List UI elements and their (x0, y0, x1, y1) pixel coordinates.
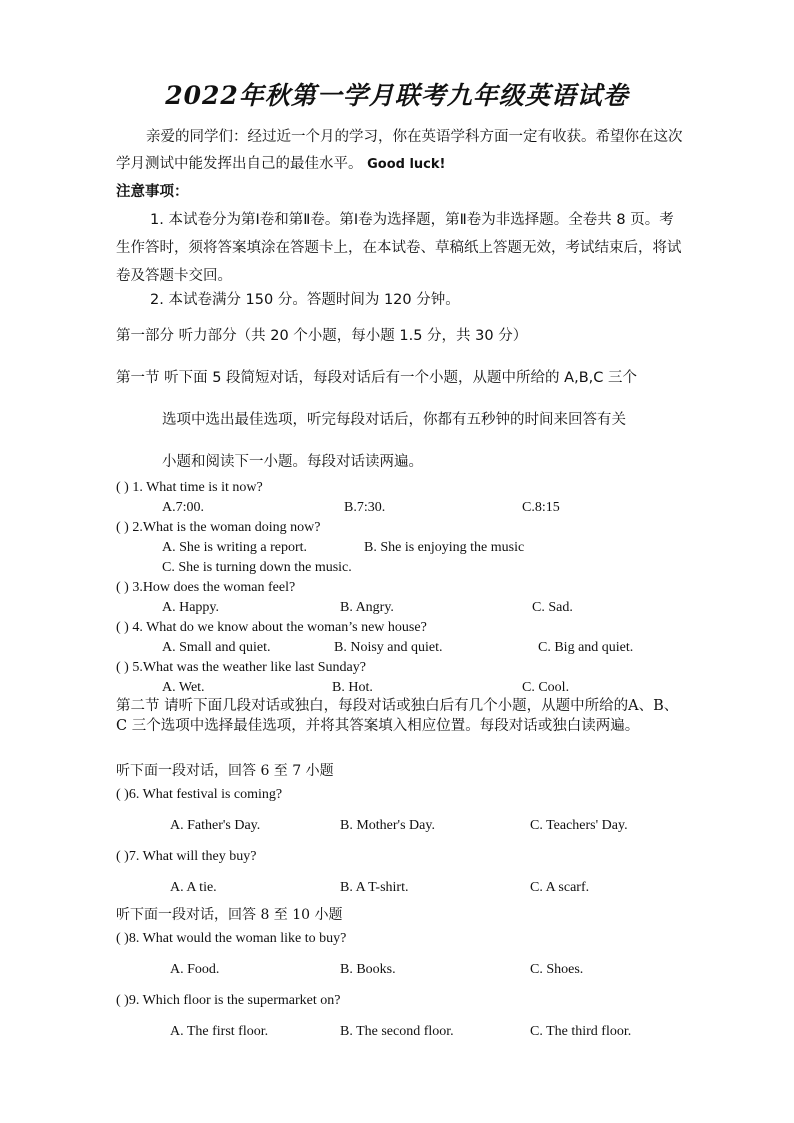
q4-option-b: B. Noisy and quiet. (334, 640, 443, 655)
q2-option-c: C. She is turning down the music. (162, 560, 352, 575)
question-1: ( ) 1. What time is it now? (116, 480, 263, 495)
q8-option-c: C. Shoes. (530, 962, 584, 977)
q7-option-b: B. A T-shirt. (340, 880, 409, 895)
q4-option-a: A. Small and quiet. (162, 640, 271, 655)
q3-option-b: B. Angry. (340, 600, 394, 615)
question-2: ( ) 2.What is the woman doing now? (116, 520, 321, 535)
question-3: ( ) 3.How does the woman feel? (116, 580, 296, 595)
q1-option-b: B.7:30. (344, 500, 386, 515)
q2-option-a: A. She is writing a report. (162, 540, 308, 555)
question-8: ( )8. What would the woman like to buy? (116, 931, 347, 946)
question-5: ( ) 5.What was the weather like last Sunday? (116, 660, 366, 675)
section2-instructions: 第二节 请听下面几段对话或独白，每段对话或独白后有几个小题，从题中所给的A、B、C 三个选项中选择最佳选项，并将其答案填入相应位置。每段对话或独白读两遍。 (116, 698, 679, 734)
notice-heading: 注意事项： (116, 184, 189, 200)
question-6: ( )6. What festival is coming? (116, 787, 283, 802)
rule-2: 2. 本试卷满分 150 分。答题时间为 120 分钟。 (150, 292, 460, 308)
q7-option-a: A. A tie. (170, 880, 217, 895)
q7-option-c: C. A scarf. (530, 880, 590, 895)
question-9: ( )9. Which floor is the supermarket on? (116, 993, 341, 1008)
section1-line2: 选项中选出最佳选项，听完每段对话后，你都有五秒钟的时间来回答有关 (162, 412, 626, 428)
q2-option-b: B. She is enjoying the music (364, 540, 525, 555)
q5-option-c: C. Cool. (522, 680, 570, 695)
q4-option-c: C. Big and quiet. (538, 640, 634, 655)
q9-option-c: C. The third floor. (530, 1024, 632, 1039)
q9-option-b: B. The second floor. (340, 1024, 454, 1039)
q5-option-a: A. Wet. (162, 680, 205, 695)
q1-option-c: C.8:15 (522, 500, 560, 515)
q3-option-c: C. Sad. (532, 600, 573, 615)
section1-instructions (116, 366, 686, 492)
q6-option-a: A. Father's Day. (170, 818, 261, 833)
q8-option-b: B. Books. (340, 962, 396, 977)
good-luck-text: Good luck! (367, 157, 446, 172)
part1-heading: 第一部分 听力部分（共 20 个小题，每小题 1.5 分，共 30 分） (116, 328, 528, 344)
listen-instruction-6-7: 听下面一段对话，回答 6 至 7 小题 (116, 763, 334, 779)
question-7: ( )7. What will they buy? (116, 849, 257, 864)
rule-1: 1. 本试卷分为第Ⅰ卷和第Ⅱ卷。第Ⅰ卷为选择题，第Ⅱ卷为非选择题。全卷共 8 页。考生作答时，须将答案填涂在答题卡上，在本试卷、草稿纸上答题无效，考试结束后，将试卷及答题卡交回。 (116, 212, 682, 284)
intro-text: 亲爱的同学们：经过近一个月的学习，你在英语学科方面一定有收获。希望你在这次学月测试中能发挥出自己的最佳水平。 (116, 129, 683, 172)
q6-option-c: C. Teachers' Day. (530, 818, 628, 833)
q6-option-b: B. Mother's Day. (340, 818, 435, 833)
question-4: ( ) 4. What do we know about the woman’s new house? (116, 620, 427, 635)
listen-instruction-8-10: 听下面一段对话，回答 8 至 10 小题 (116, 907, 343, 923)
q3-option-a: A. Happy. (162, 600, 220, 615)
q1-option-a: A.7:00. (162, 500, 204, 515)
intro-paragraph (116, 124, 686, 178)
section1-line1: 第一节 听下面 5 段简短对话，每段对话后有一个小题，从题中所给的 A,B,C 三个 (116, 370, 637, 386)
page-title: 2022年秋第一学月联考九年级英语试卷 (165, 81, 629, 110)
section1-line3: 小题和阅读下一小题。每段对话读两遍。 (162, 454, 423, 470)
q9-option-a: A. The first floor. (170, 1024, 269, 1039)
q8-option-a: A. Food. (170, 962, 220, 977)
q5-option-b: B. Hot. (332, 680, 373, 695)
